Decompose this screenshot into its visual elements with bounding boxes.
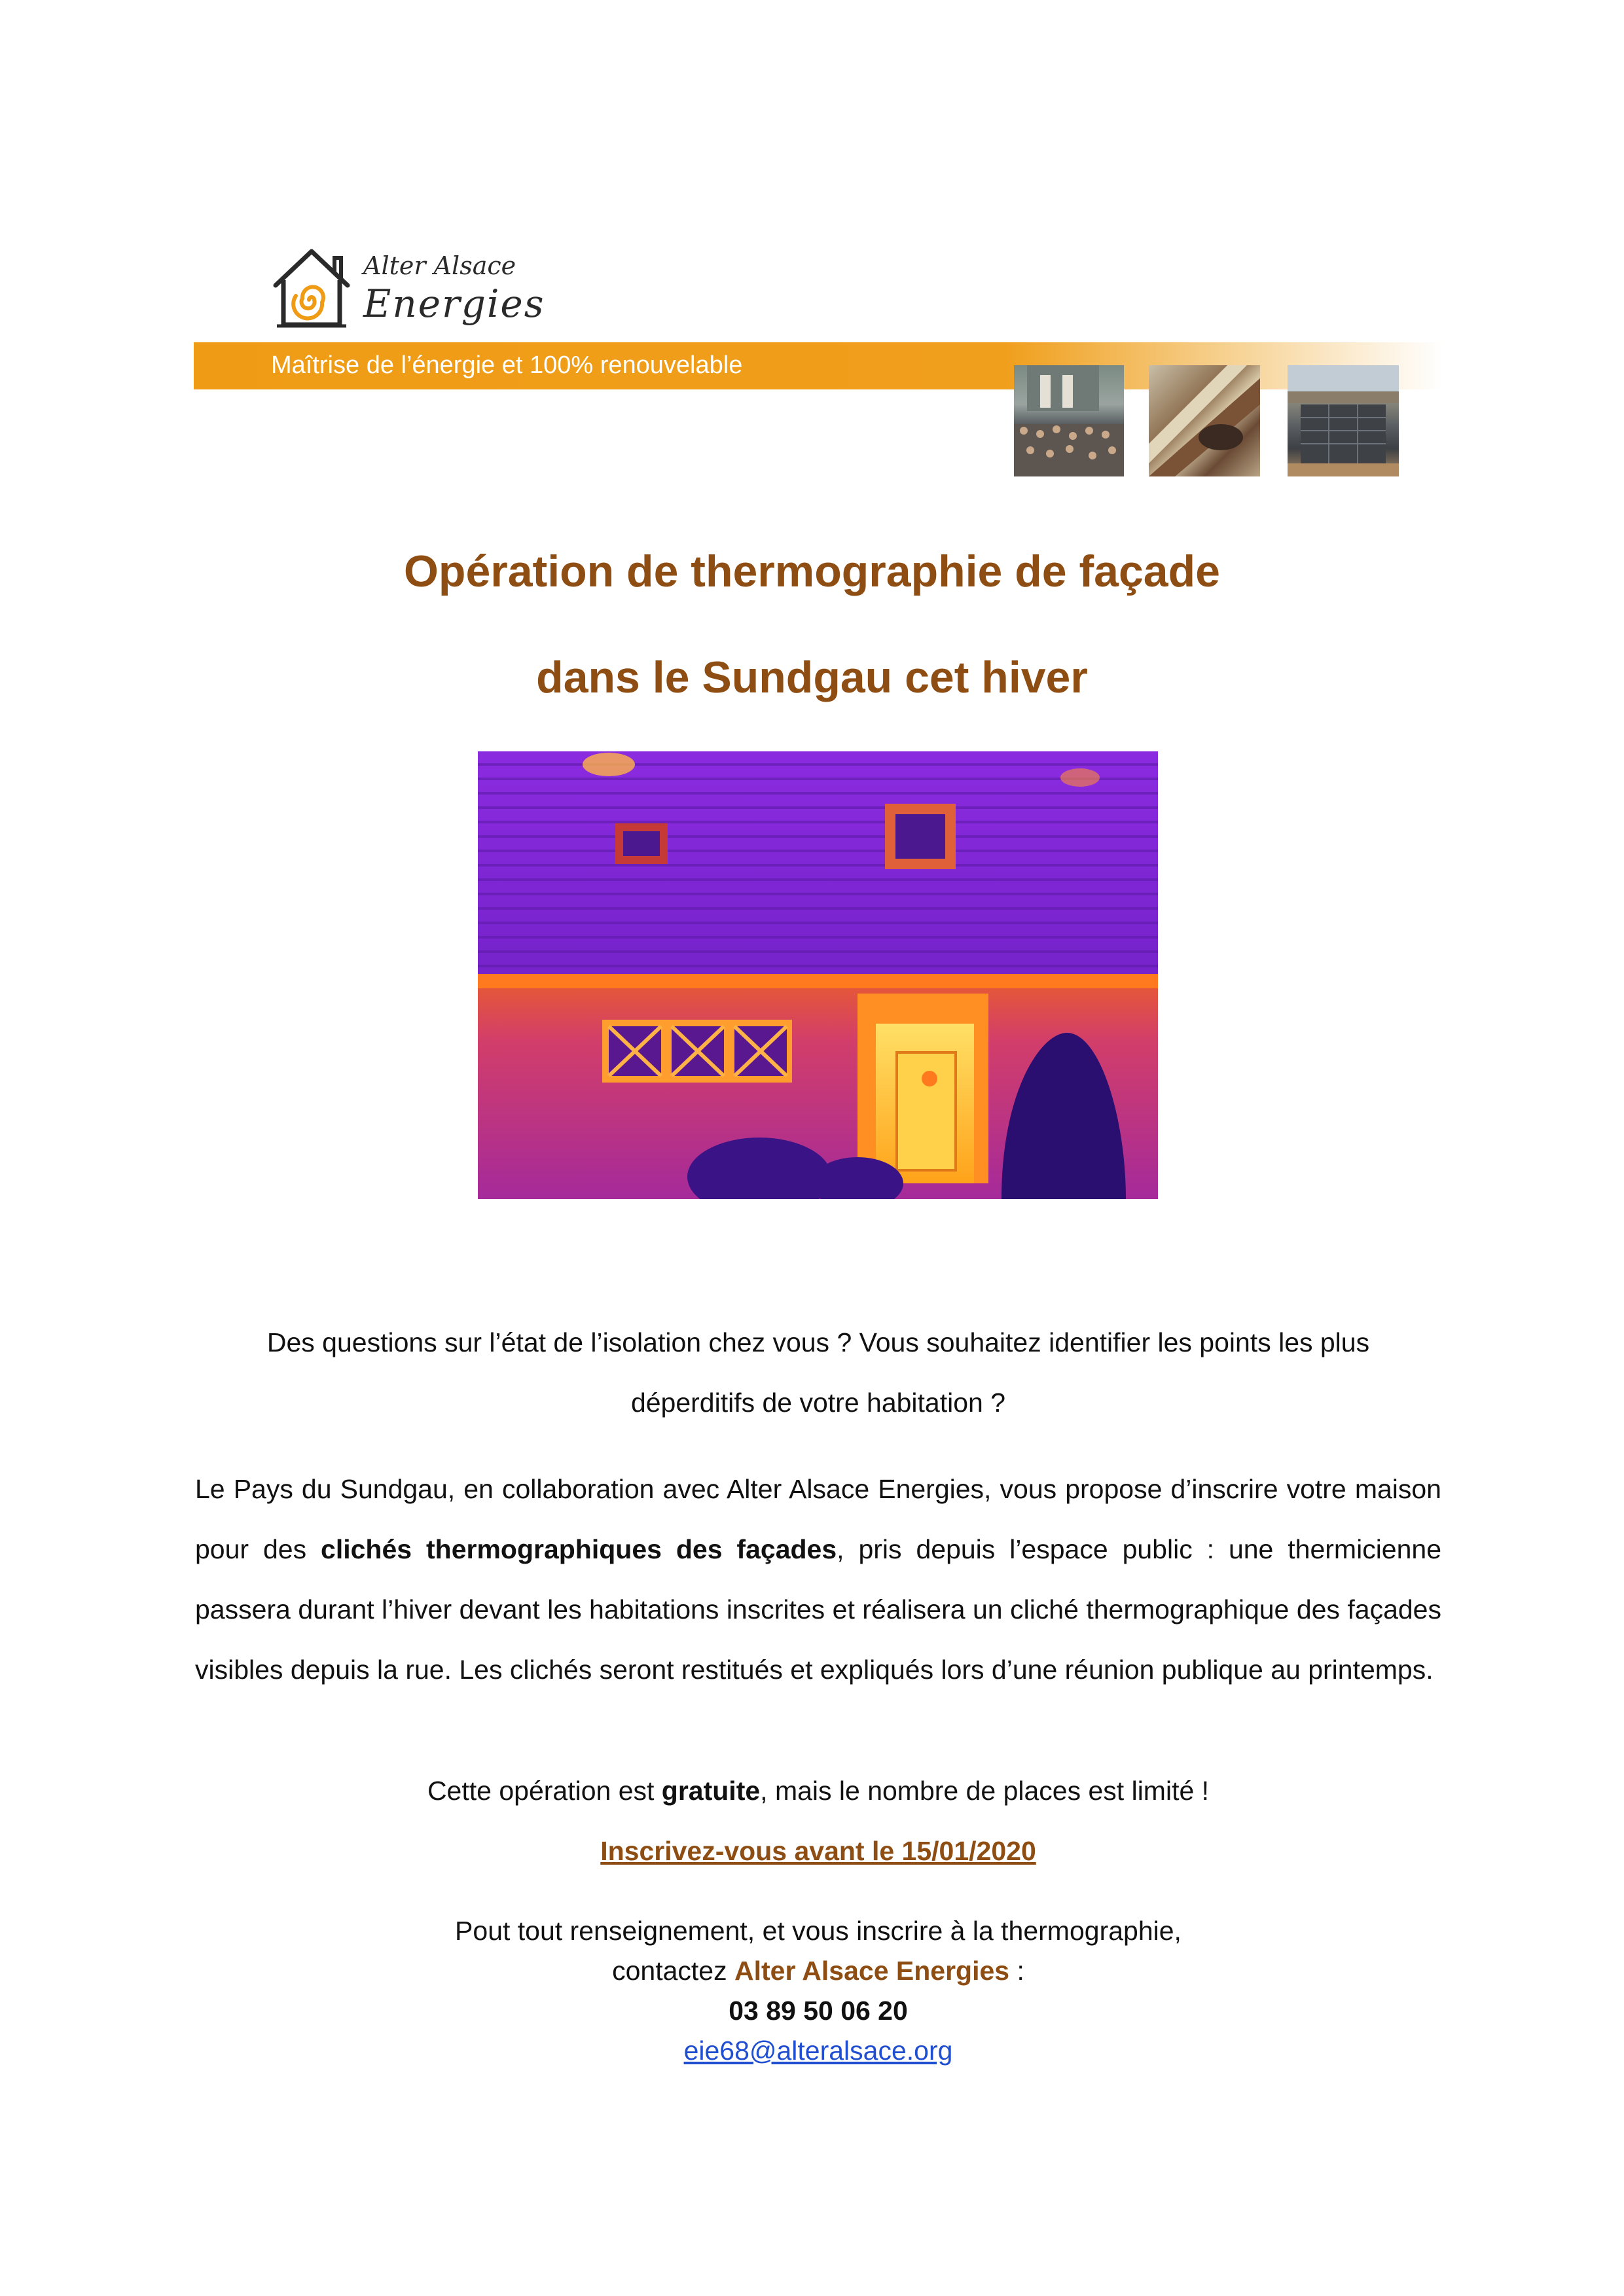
contact-block [195, 1911, 1441, 2071]
description-text-part1: Le Pays du Sundgau, en collaboration avec Alter Alsace Energies, vous propose d’inscrire votre maison pour des [195, 1474, 1441, 1564]
free-note-after: , mais le nombre de places est limité ! [760, 1776, 1210, 1806]
description-text-part2: , pris depuis l’espace public : une thermicienne passera durant l’hiver devant les habitations inscrites et réalisera un cliché thermographique des façades visibles depuis la rue. Les clichés seront restitués et expliqués lors d’une réunion publique au printemps. [195, 1534, 1442, 1685]
contact-line2 [195, 1951, 1441, 1991]
page-title-line2: dans le Sundgau cet hiver [536, 653, 1088, 702]
contact-email-link[interactable]: eie68@alteralsace.org [683, 2036, 953, 2066]
solar-roof-photo [1288, 365, 1399, 476]
contact-line2-after: : [1009, 1956, 1024, 1986]
contact-line2-before: contactez [612, 1956, 734, 1986]
thermal-house-image [478, 751, 1158, 1199]
logo-text-line1: Alter Alsace [363, 251, 516, 280]
contact-phone: 03 89 50 06 20 [729, 1996, 908, 2026]
tagline-text: Maîtrise de l’énergie et 100% renouvelable [271, 351, 743, 379]
intro-paragraph [195, 1312, 1441, 1433]
contact-brand-name: Alter Alsace Energies [734, 1956, 1010, 1986]
intro-line2: déperditifs de votre habitation ? [630, 1388, 1006, 1418]
house-logo-icon [272, 247, 352, 330]
free-note-before: Cette opération est [427, 1776, 662, 1806]
organization-logo [272, 247, 560, 334]
roof-insulation-photo [1149, 365, 1260, 476]
registration-deadline: Inscrivez-vous avant le 15/01/2020 [600, 1836, 1036, 1866]
free-note-bold: gratuite [661, 1776, 761, 1806]
page-title-line1: Opération de thermographie de façade [404, 547, 1220, 596]
contact-line1: Pout tout renseignement, et vous inscrire à la thermographie, [455, 1916, 1182, 1946]
intro-line1: Des questions sur l’état de l’isolation chez vous ? Vous souhaitez identifier les points les plus [266, 1327, 1370, 1357]
logo-text-line2: Energies [363, 281, 545, 326]
free-operation-note [195, 1761, 1441, 1821]
crowd-photo [1014, 365, 1124, 476]
description-paragraph [195, 1459, 1441, 1700]
description-bold-text: clichés thermographiques des façades [321, 1534, 837, 1564]
